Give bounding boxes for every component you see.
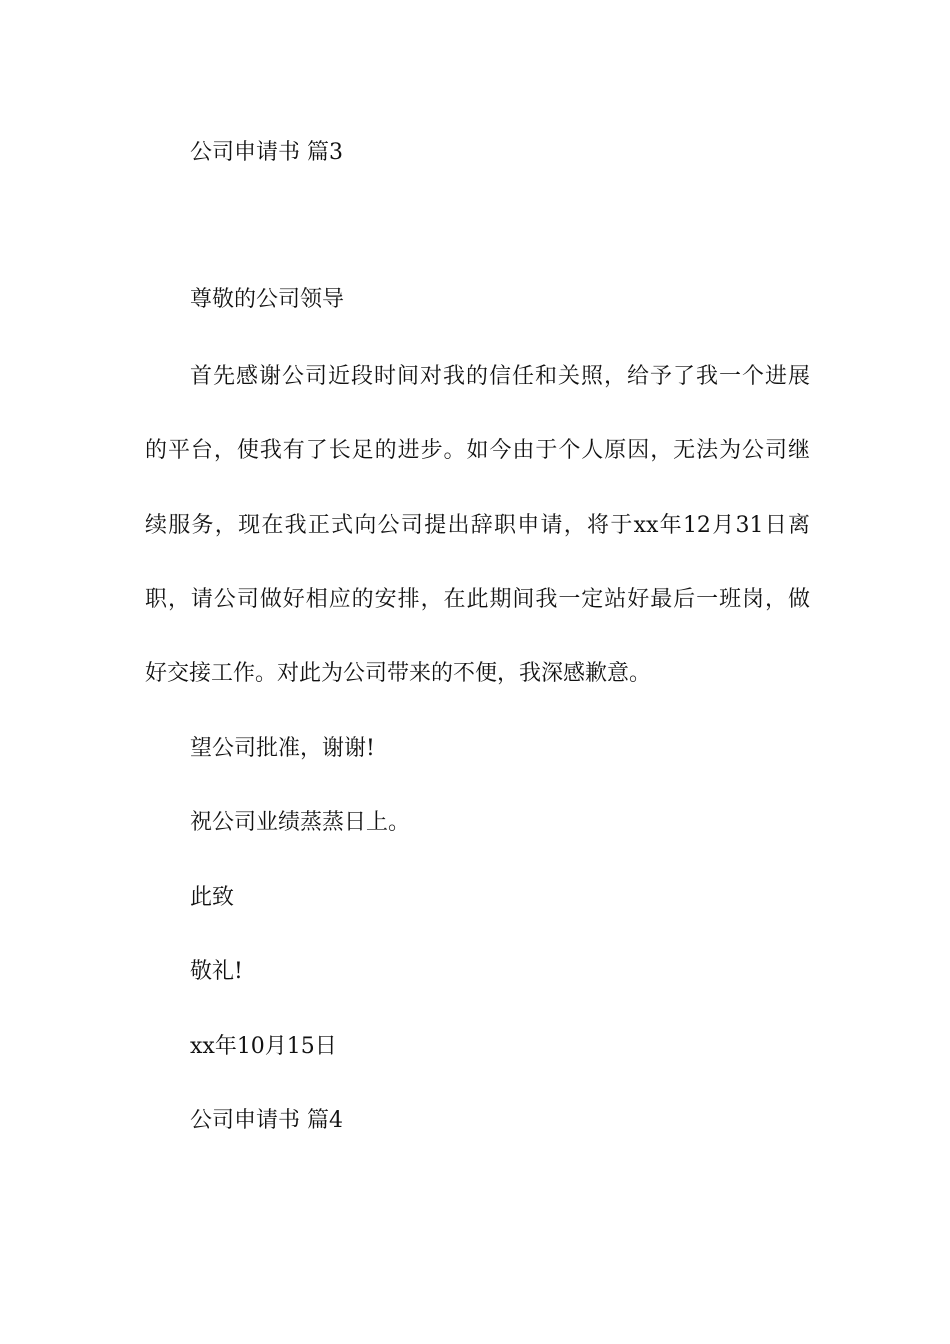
body-line-5: 好交接工作。对此为公司带来的不便，我深感歉意。 [145, 661, 652, 686]
wish-line: 祝公司业绩蒸蒸日上。 [190, 810, 411, 835]
body-line-3: 续服务，现在我正式向公司提出辞职申请，将于xx年12月31日离 [145, 513, 810, 538]
salutation: 尊敬的公司领导 [190, 287, 345, 312]
date-line: xx年10月15日 [190, 1034, 337, 1059]
body-line-4: 职，请公司做好相应的安排，在此期间我一定站好最后一班岗，做 [145, 587, 810, 612]
section-heading: 公司申请书 篇3 [190, 140, 343, 165]
request-line: 望公司批准，谢谢! [190, 736, 375, 761]
closing-line-1: 此致 [190, 885, 235, 910]
section-heading-next: 公司申请书 篇4 [190, 1108, 343, 1133]
body-line-2: 的平台，使我有了长足的进步。如今由于个人原因，无法为公司继 [145, 438, 810, 463]
body-line-1: 首先感谢公司近段时间对我的信任和关照，给予了我一个进展 [190, 364, 810, 389]
closing-line-2: 敬礼! [190, 959, 243, 984]
